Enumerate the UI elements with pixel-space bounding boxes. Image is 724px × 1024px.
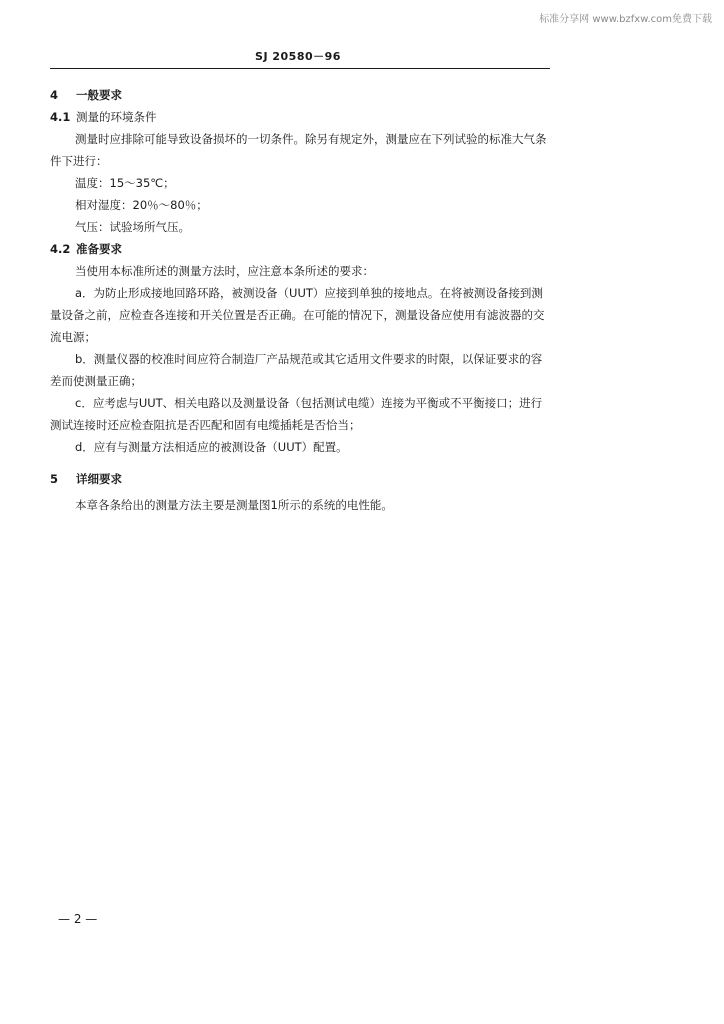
section-title: 一般要求 [76, 88, 123, 102]
section-number: 5 [50, 472, 59, 486]
paragraph-5: 本章各条给出的测量方法主要是测量图1所示的系统的电性能。 [75, 498, 393, 512]
section-4-heading [50, 84, 550, 106]
list-item-d: d．应有与测量方法相适应的被测设备（UUT）配置。 [75, 440, 348, 454]
condition-pressure: 气压：试验场所气压。 [75, 220, 190, 234]
header-rule [50, 68, 550, 69]
section-5-heading [50, 468, 550, 490]
section-title: 详细要求 [76, 472, 123, 486]
condition-humidity: 相对湿度：20％～80％； [75, 198, 208, 212]
section-4-1-heading [50, 106, 550, 128]
condition-temperature: 温度：15～35℃； [75, 176, 175, 190]
list-item-c: c．应考虑与UUT、相关电路以及测量设备（包括测试电缆）连接为平衡或不平衡接口；进行测试连接时还应检查阻抗是否匹配和固有电缆插耗是否恰当； [50, 396, 543, 432]
page-number: — 2 — [58, 912, 98, 926]
section-number: 4.1 [50, 110, 71, 124]
section-4-2-heading [50, 238, 550, 260]
section-number: 4 [50, 88, 59, 102]
spacer [50, 458, 550, 468]
paragraph-4-2: 当使用本标准所述的测量方法时，应注意本条所述的要求： [75, 264, 374, 278]
section-title: 测量的环境条件 [76, 110, 157, 124]
watermark-text: 标准分享网 www.bzfxw.com免费下载 [539, 14, 712, 25]
list-item-a: a．为防止形成接地回路环路，被测设备（UUT）应接到单独的接地点。在将被测设备接到测量设备之前，应检查各连接和开关位置是否正确。在可能的情况下，测量设备应使用有滤波器的交流电源； [50, 286, 545, 344]
paragraph-4-1: 测量时应排除可能导致设备损坏的一切条件。除另有规定外，测量应在下列试验的标准大气条件下进行： [50, 132, 547, 168]
list-item-b: b．测量仪器的校准时间应符合制造厂产品规范或其它适用文件要求的时限，以保证要求的容差而使测量正确； [50, 352, 543, 388]
standard-code-header: SJ 20580－96 [255, 50, 341, 63]
section-number: 4.2 [50, 242, 71, 256]
document-body [50, 84, 550, 516]
section-title: 准备要求 [76, 242, 123, 256]
